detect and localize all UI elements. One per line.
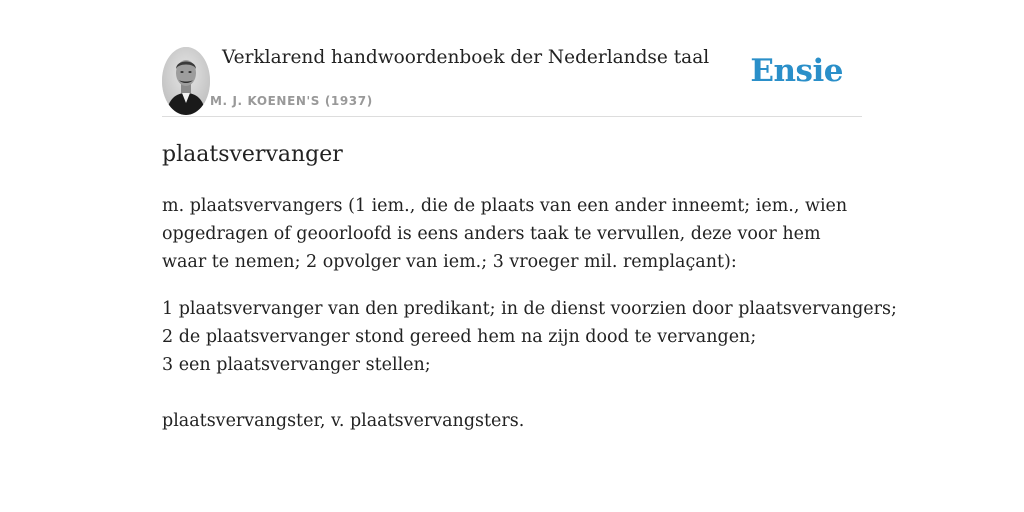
entry-derived-forms: plaatsvervangster, v. plaatsvervangsters. xyxy=(162,411,525,431)
author-portrait-image xyxy=(162,47,210,115)
book-title: Verklarend handwoordenboek der Nederlandse taal xyxy=(222,47,710,68)
ensie-logo-link[interactable]: Ensie xyxy=(750,53,843,89)
example-line: 3 een plaatsvervanger stellen; xyxy=(162,355,431,375)
example-line: 1 plaatsvervanger van den predikant; in de dienst voorzien door plaatsvervangers; xyxy=(162,299,897,319)
page xyxy=(162,0,897,512)
entry-definition: m. plaatsvervangers (1 iem., die de plaats van een ander inneemt; iem., wien opgedragen of geoorloofd is eens anders taak te vervullen, deze voor hem waar te nemen; 2 opvolger van iem.; 3 vroeger mil. remplaçant): xyxy=(162,196,848,272)
entry-examples xyxy=(162,295,897,379)
entry-headword: plaatsvervanger xyxy=(162,142,343,167)
book-subtitle: M. J. KOENEN'S (1937) xyxy=(210,94,373,108)
dictionary-header xyxy=(162,46,862,117)
example-line: 2 de plaatsvervanger stond gereed hem na zijn dood te vervangen; xyxy=(162,327,757,347)
author-portrait xyxy=(162,47,210,115)
